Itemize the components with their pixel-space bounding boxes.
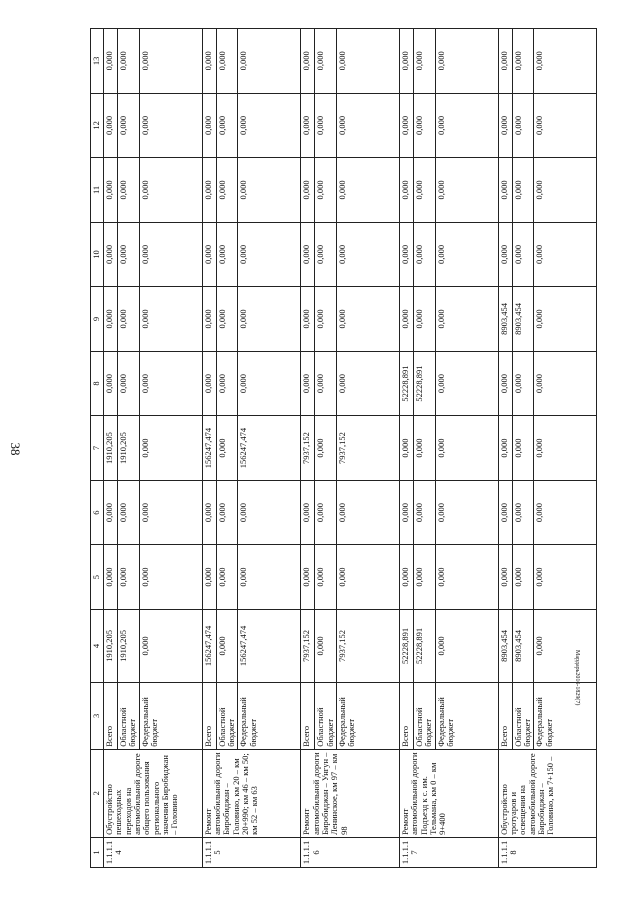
amount-cell: 0,000 xyxy=(202,93,216,158)
amount-cell: 0,000 xyxy=(238,158,301,223)
amount-cell: 7937,152 xyxy=(337,416,400,481)
amount-cell: 0,000 xyxy=(216,222,238,287)
amount-cell: 0,000 xyxy=(202,480,216,545)
amount-cell: 0,000 xyxy=(301,287,315,352)
amount-cell: 0,000 xyxy=(534,545,597,610)
amount-cell: 0,000 xyxy=(414,93,436,158)
amount-cell: 0,000 xyxy=(400,93,414,158)
table-row xyxy=(104,29,118,868)
amount-cell: 0,000 xyxy=(139,29,202,94)
amount-cell: 0,000 xyxy=(315,93,337,158)
amount-cell: 0,000 xyxy=(512,93,534,158)
amount-cell: 0,000 xyxy=(512,545,534,610)
row-code: 1.1.1.14 xyxy=(104,837,203,867)
amount-cell: 0,000 xyxy=(414,545,436,610)
table-row xyxy=(512,29,534,868)
amount-cell: 0,000 xyxy=(139,287,202,352)
amount-cell: 0,000 xyxy=(139,416,202,481)
amount-cell: 0,000 xyxy=(400,287,414,352)
amount-cell: 1910,205 xyxy=(118,416,140,481)
funding-source: Всего xyxy=(202,683,216,750)
amount-cell: 52228,891 xyxy=(400,609,414,682)
row-code: 1.1.1.16 xyxy=(301,837,400,867)
amount-cell: 0,000 xyxy=(337,93,400,158)
amount-cell: 0,000 xyxy=(400,480,414,545)
amount-cell: 0,000 xyxy=(301,158,315,223)
amount-cell: 0,000 xyxy=(301,222,315,287)
amount-cell: 0,000 xyxy=(337,545,400,610)
measure-name: Ремонт автомобильной дороги Биробиджан – Головино, км 20 – км 20+990; км 46 – км 50; км 52 – км 63 xyxy=(202,749,301,837)
amount-cell: 0,000 xyxy=(118,287,140,352)
table-row xyxy=(315,29,337,868)
amount-cell: 0,000 xyxy=(216,29,238,94)
amount-cell: 1910,205 xyxy=(104,416,118,481)
table-row xyxy=(400,29,414,868)
amount-cell: 0,000 xyxy=(118,158,140,223)
amount-cell: 0,000 xyxy=(315,29,337,94)
amount-cell: 0,000 xyxy=(202,158,216,223)
amount-cell: 0,000 xyxy=(435,416,498,481)
amount-cell: 1910,205 xyxy=(104,609,118,682)
amount-cell: 0,000 xyxy=(435,287,498,352)
column-number-13: 13 xyxy=(91,29,104,94)
amount-cell: 0,000 xyxy=(301,351,315,416)
amount-cell: 0,000 xyxy=(216,609,238,682)
amount-cell: 0,000 xyxy=(512,351,534,416)
amount-cell: 0,000 xyxy=(337,158,400,223)
amount-cell: 0,000 xyxy=(414,480,436,545)
amount-cell: 0,000 xyxy=(414,29,436,94)
column-number-6: 6 xyxy=(91,480,104,545)
funding-source: Областной бюджет xyxy=(414,683,436,750)
amount-cell: 0,000 xyxy=(118,351,140,416)
amount-cell: 0,000 xyxy=(337,480,400,545)
amount-cell: 0,000 xyxy=(498,158,512,223)
amount-cell: 0,000 xyxy=(104,545,118,610)
amount-cell: 0,000 xyxy=(238,351,301,416)
amount-cell: 0,000 xyxy=(139,351,202,416)
amount-cell: 0,000 xyxy=(435,158,498,223)
amount-cell: 0,000 xyxy=(202,545,216,610)
measure-name: Ремонт автомобильной дороги Подъезд к с. им. Тельмана, км 0 – км 9+400 xyxy=(400,749,499,837)
measure-name: Ремонт автомобильной дороги Биробиджан – Унгун – Ленинское, км 97 – км 98 xyxy=(301,749,400,837)
table-row xyxy=(238,29,301,868)
amount-cell: 0,000 xyxy=(202,222,216,287)
amount-cell: 0,000 xyxy=(400,416,414,481)
funding-source: Федеральный бюджет xyxy=(238,683,301,750)
amount-cell: 52228,891 xyxy=(400,351,414,416)
table-row xyxy=(216,29,238,868)
row-code: 1.1.1.15 xyxy=(202,837,301,867)
amount-cell: 0,000 xyxy=(104,287,118,352)
funding-source: Областной бюджет xyxy=(315,683,337,750)
amount-cell: 8903,454 xyxy=(512,287,534,352)
table-row xyxy=(534,29,597,868)
amount-cell: 0,000 xyxy=(238,287,301,352)
funding-source: Областной бюджет xyxy=(512,683,534,750)
amount-cell: 0,000 xyxy=(337,222,400,287)
amount-cell: 0,000 xyxy=(534,609,597,682)
table-row xyxy=(337,29,400,868)
row-code: 1.1.1.18 xyxy=(498,837,597,867)
amount-cell: 8903,454 xyxy=(498,287,512,352)
amount-cell: 0,000 xyxy=(414,287,436,352)
table-body xyxy=(104,29,597,868)
amount-cell: 0,000 xyxy=(498,29,512,94)
amount-cell: 0,000 xyxy=(534,480,597,545)
funding-source: Всего xyxy=(301,683,315,750)
table-row xyxy=(435,29,498,868)
amount-cell: 0,000 xyxy=(435,222,498,287)
amount-cell: 0,000 xyxy=(238,93,301,158)
funding-source: Всего xyxy=(400,683,414,750)
amount-cell: 0,000 xyxy=(498,222,512,287)
amount-cell: 0,000 xyxy=(216,158,238,223)
column-number-2: 2 xyxy=(91,749,104,837)
amount-cell: 0,000 xyxy=(512,158,534,223)
column-number-10: 10 xyxy=(91,222,104,287)
column-number-8: 8 xyxy=(91,351,104,416)
table-row xyxy=(414,29,436,868)
amount-cell: 1910,205 xyxy=(118,609,140,682)
column-number-3: 3 xyxy=(91,683,104,750)
amount-cell: 7937,152 xyxy=(337,609,400,682)
amount-cell: 0,000 xyxy=(315,416,337,481)
amount-cell: 0,000 xyxy=(216,93,238,158)
amount-cell: 0,000 xyxy=(118,29,140,94)
amount-cell: 0,000 xyxy=(435,545,498,610)
amount-cell: 0,000 xyxy=(301,29,315,94)
amount-cell: 0,000 xyxy=(435,609,498,682)
amount-cell: 0,000 xyxy=(301,480,315,545)
amount-cell: 0,000 xyxy=(202,351,216,416)
amount-cell: 0,000 xyxy=(139,609,202,682)
funding-source: Областной бюджет xyxy=(118,683,140,750)
column-number-11: 11 xyxy=(91,158,104,223)
amount-cell: 0,000 xyxy=(414,416,436,481)
amount-cell: 7937,152 xyxy=(301,416,315,481)
amount-cell: 0,000 xyxy=(238,480,301,545)
table-row xyxy=(202,29,216,868)
amount-cell: 0,000 xyxy=(118,545,140,610)
amount-cell: 0,000 xyxy=(337,287,400,352)
amount-cell: 0,000 xyxy=(400,158,414,223)
amount-cell: 0,000 xyxy=(534,93,597,158)
funding-source: Всего xyxy=(498,683,512,750)
funding-source: Федеральный бюджет xyxy=(139,683,202,750)
amount-cell: 0,000 xyxy=(315,351,337,416)
amount-cell: 8903,454 xyxy=(498,609,512,682)
column-number-12: 12 xyxy=(91,93,104,158)
amount-cell: 8903,454 xyxy=(512,609,534,682)
amount-cell: 0,000 xyxy=(337,29,400,94)
amount-cell: 0,000 xyxy=(139,545,202,610)
amount-cell: 52228,891 xyxy=(414,351,436,416)
budget-table xyxy=(90,28,597,868)
amount-cell: 0,000 xyxy=(512,480,534,545)
amount-cell: 0,000 xyxy=(414,158,436,223)
footer-code: Мардарь2016-1829(7) xyxy=(574,650,580,706)
amount-cell: 0,000 xyxy=(238,545,301,610)
amount-cell: 0,000 xyxy=(104,29,118,94)
amount-cell: 0,000 xyxy=(435,480,498,545)
amount-cell: 0,000 xyxy=(534,222,597,287)
amount-cell: 0,000 xyxy=(414,222,436,287)
amount-cell: 156247,474 xyxy=(238,609,301,682)
amount-cell: 0,000 xyxy=(315,158,337,223)
amount-cell: 0,000 xyxy=(534,351,597,416)
amount-cell: 0,000 xyxy=(202,287,216,352)
amount-cell: 156247,474 xyxy=(202,609,216,682)
column-number-4: 4 xyxy=(91,609,104,682)
table-row xyxy=(498,29,512,868)
amount-cell: 52228,891 xyxy=(414,609,436,682)
amount-cell: 0,000 xyxy=(498,545,512,610)
amount-cell: 0,000 xyxy=(104,222,118,287)
amount-cell: 0,000 xyxy=(315,545,337,610)
amount-cell: 0,000 xyxy=(118,480,140,545)
funding-source: Федеральный бюджет xyxy=(435,683,498,750)
amount-cell: 0,000 xyxy=(139,222,202,287)
amount-cell: 0,000 xyxy=(216,287,238,352)
measure-name: Обустройство тротуаров и освещения на автомобильной дороге Биробиджан – Головино, км 7+150 – xyxy=(498,749,597,837)
amount-cell: 0,000 xyxy=(104,93,118,158)
amount-cell: 0,000 xyxy=(315,287,337,352)
rotated-table-container xyxy=(90,28,615,868)
amount-cell: 0,000 xyxy=(534,158,597,223)
amount-cell: 0,000 xyxy=(315,480,337,545)
row-code: 1.1.1.17 xyxy=(400,837,499,867)
table-row xyxy=(118,29,140,868)
funding-source: Всего xyxy=(104,683,118,750)
amount-cell: 156247,474 xyxy=(238,416,301,481)
amount-cell: 0,000 xyxy=(315,222,337,287)
amount-cell: 0,000 xyxy=(216,351,238,416)
amount-cell: 0,000 xyxy=(216,480,238,545)
amount-cell: 0,000 xyxy=(238,222,301,287)
amount-cell: 0,000 xyxy=(315,609,337,682)
amount-cell: 0,000 xyxy=(301,93,315,158)
amount-cell: 0,000 xyxy=(534,287,597,352)
column-number-9: 9 xyxy=(91,287,104,352)
table-row xyxy=(301,29,315,868)
amount-cell: 0,000 xyxy=(118,222,140,287)
amount-cell: 0,000 xyxy=(498,351,512,416)
amount-cell: 0,000 xyxy=(512,222,534,287)
column-number-row xyxy=(91,29,104,868)
amount-cell: 0,000 xyxy=(139,158,202,223)
amount-cell: 0,000 xyxy=(139,480,202,545)
amount-cell: 0,000 xyxy=(400,545,414,610)
column-number-7: 7 xyxy=(91,416,104,481)
amount-cell: 0,000 xyxy=(534,29,597,94)
amount-cell: 0,000 xyxy=(498,93,512,158)
amount-cell: 0,000 xyxy=(238,29,301,94)
amount-cell: 156247,474 xyxy=(202,416,216,481)
amount-cell: 0,000 xyxy=(104,351,118,416)
amount-cell: 0,000 xyxy=(435,93,498,158)
column-number-5: 5 xyxy=(91,545,104,610)
amount-cell: 0,000 xyxy=(216,416,238,481)
amount-cell: 0,000 xyxy=(139,93,202,158)
amount-cell: 0,000 xyxy=(435,29,498,94)
amount-cell: 0,000 xyxy=(301,545,315,610)
amount-cell: 0,000 xyxy=(534,416,597,481)
page-number: 38 xyxy=(8,442,23,456)
funding-source: Федеральный бюджет xyxy=(337,683,400,750)
funding-source: Федеральный бюджет xyxy=(534,683,597,750)
amount-cell: 0,000 xyxy=(202,29,216,94)
amount-cell: 0,000 xyxy=(400,222,414,287)
amount-cell: 0,000 xyxy=(512,29,534,94)
amount-cell: 0,000 xyxy=(337,351,400,416)
amount-cell: 0,000 xyxy=(435,351,498,416)
amount-cell: 0,000 xyxy=(104,480,118,545)
amount-cell: 0,000 xyxy=(216,545,238,610)
amount-cell: 7937,152 xyxy=(301,609,315,682)
measure-name: Обустройство пешеходных переходов на автомобильной дороге общего пользования регионального значения Биробиджан – Головино xyxy=(104,749,203,837)
column-number-1: 1 xyxy=(91,837,104,867)
table-row xyxy=(139,29,202,868)
amount-cell: 0,000 xyxy=(498,416,512,481)
amount-cell: 0,000 xyxy=(498,480,512,545)
amount-cell: 0,000 xyxy=(512,416,534,481)
amount-cell: 0,000 xyxy=(104,158,118,223)
amount-cell: 0,000 xyxy=(400,29,414,94)
amount-cell: 0,000 xyxy=(118,93,140,158)
funding-source: Областной бюджет xyxy=(216,683,238,750)
